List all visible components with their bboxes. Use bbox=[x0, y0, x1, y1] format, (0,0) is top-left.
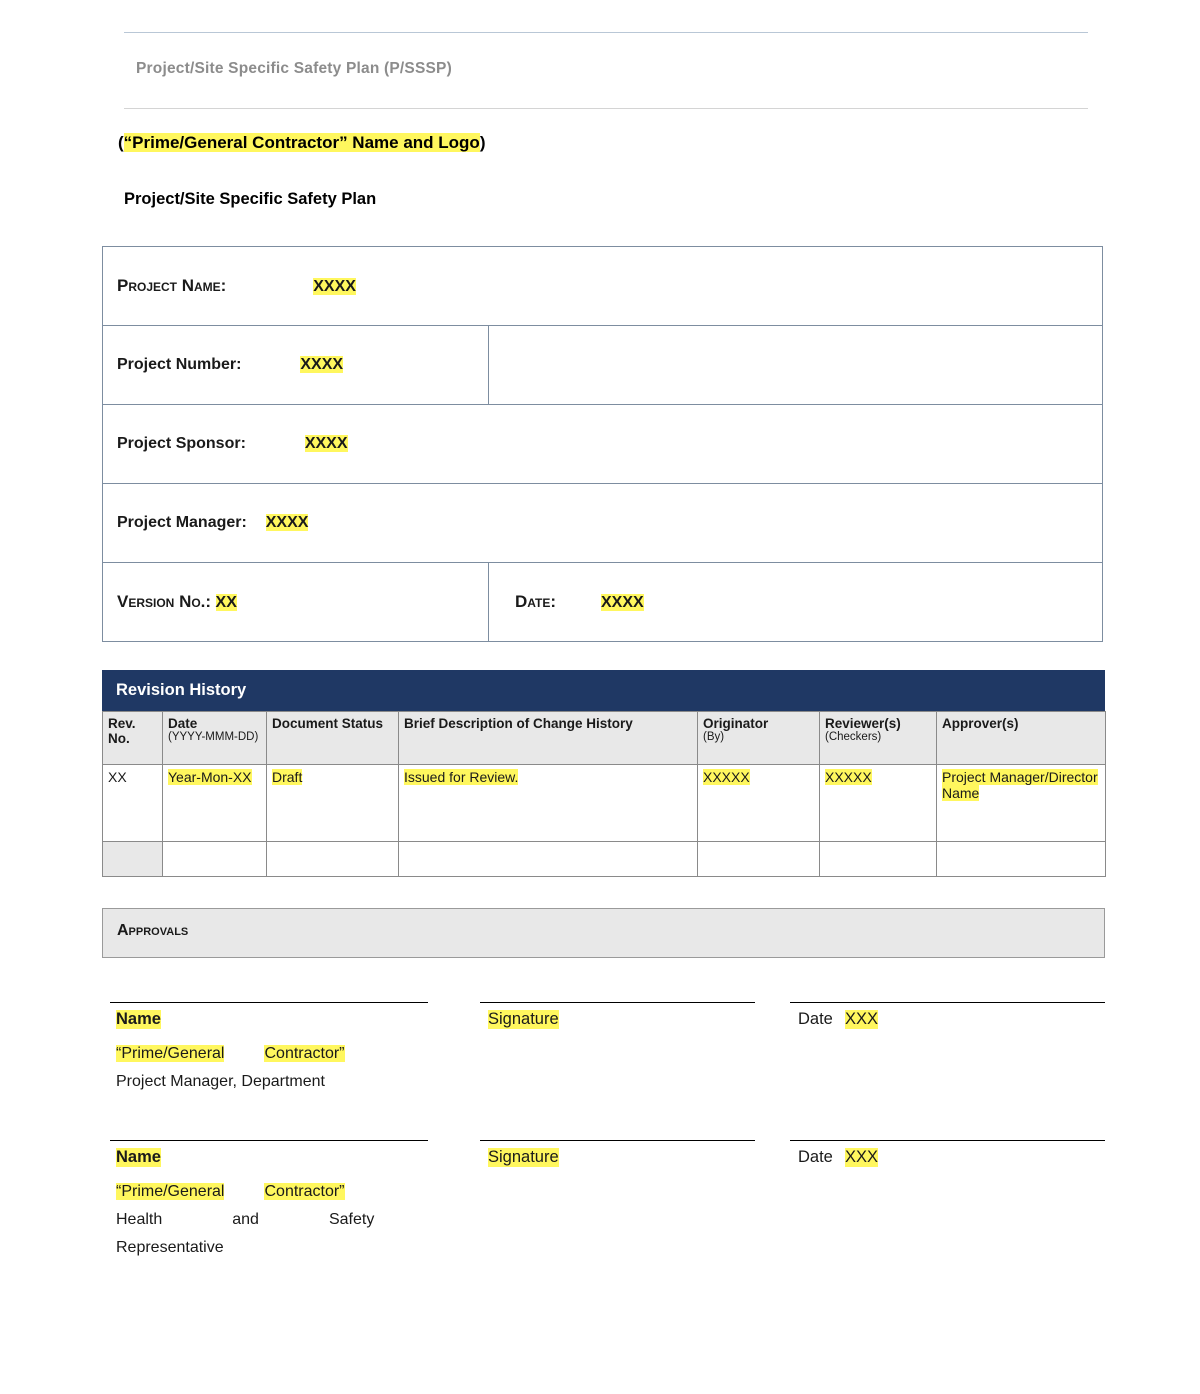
version-cell bbox=[103, 563, 489, 642]
project-name-cell bbox=[103, 247, 1103, 326]
date-value[interactable]: XXXX bbox=[600, 594, 644, 611]
approver-name-2[interactable]: Name bbox=[116, 1148, 161, 1166]
table-row bbox=[103, 405, 1103, 484]
col-date-label: Date bbox=[168, 716, 198, 731]
cell-originator-text: XXXXX bbox=[703, 769, 750, 785]
cell-reviewers bbox=[820, 765, 937, 842]
approver-role-1: Project Manager, Department bbox=[116, 1073, 325, 1090]
signature-rule-2 bbox=[480, 1140, 755, 1141]
col-reviewers-label: Reviewer(s) bbox=[825, 716, 901, 731]
approver-role-2-word1: Health bbox=[116, 1211, 163, 1228]
cell-description-empty bbox=[399, 842, 698, 877]
header-title: Project/Site Specific Safety Plan (P/SSSP) bbox=[136, 60, 452, 77]
project-name-value[interactable]: XXXX bbox=[313, 278, 356, 295]
col-description-label: Brief Description of Change History bbox=[404, 716, 633, 731]
date-label-1: Date bbox=[798, 1010, 833, 1028]
project-manager-value[interactable]: XXXX bbox=[265, 514, 309, 531]
table-row bbox=[103, 326, 1103, 405]
approver-org-2-part2: Contractor” bbox=[264, 1183, 345, 1200]
approver-role-2-line1 bbox=[116, 1211, 374, 1229]
cell-approvers-text: Project Manager/Director Name bbox=[942, 769, 1098, 801]
cell-description-text: Issued for Review. bbox=[404, 769, 519, 785]
approvals-heading: Approvals bbox=[117, 922, 189, 939]
contractor-name-logo-line bbox=[118, 133, 485, 153]
name-rule-2 bbox=[110, 1140, 428, 1141]
cell-document-status-text: Draft bbox=[272, 769, 303, 785]
revision-history-table bbox=[102, 711, 1106, 877]
approver-name-1[interactable]: Name bbox=[116, 1010, 161, 1028]
document-title: Project/Site Specific Safety Plan bbox=[124, 190, 377, 208]
approver-org-1-part1: “Prime/General bbox=[116, 1045, 225, 1062]
cell-document-status bbox=[267, 765, 399, 842]
project-sponsor-value[interactable]: XXXX bbox=[304, 435, 348, 452]
project-number-label: Project Number: bbox=[117, 356, 242, 373]
date-value-2[interactable]: XXX bbox=[845, 1148, 879, 1166]
version-label: Version No.: bbox=[117, 592, 212, 611]
revision-history-section bbox=[102, 670, 1105, 877]
paren-open: ( bbox=[118, 133, 124, 152]
signature-label-2[interactable]: Signature bbox=[488, 1148, 559, 1166]
cell-rev-no-empty bbox=[103, 842, 163, 877]
project-name-label: Project Name: bbox=[117, 276, 227, 295]
table-row bbox=[103, 563, 1103, 642]
header-rule-top bbox=[124, 32, 1088, 33]
approver-org-2-part1: “Prime/General bbox=[116, 1183, 225, 1200]
col-reviewers-sub: (Checkers) bbox=[825, 731, 882, 743]
approver-role-2-line2: Representative bbox=[116, 1239, 224, 1256]
cell-originator-empty bbox=[698, 842, 820, 877]
col-date-sub: (YYYY-MMM-DD) bbox=[168, 731, 259, 743]
col-approvers bbox=[937, 712, 1106, 765]
cell-approvers-empty bbox=[937, 842, 1106, 877]
header-rule-bottom bbox=[124, 108, 1088, 109]
col-reviewers bbox=[820, 712, 937, 765]
approver-role-2-word2: and bbox=[232, 1211, 259, 1228]
col-date bbox=[163, 712, 267, 765]
cell-description bbox=[399, 765, 698, 842]
version-value[interactable]: XX bbox=[215, 594, 237, 611]
approver-org-1 bbox=[116, 1045, 345, 1063]
col-document-status bbox=[267, 712, 399, 765]
table-row bbox=[103, 765, 1106, 842]
approvals-heading-bar bbox=[102, 908, 1105, 958]
table-row bbox=[103, 247, 1103, 326]
col-approvers-label: Approver(s) bbox=[942, 716, 1019, 731]
approver-org-1-part2: Contractor” bbox=[264, 1045, 345, 1062]
project-sponsor-cell bbox=[103, 405, 1103, 484]
table-row bbox=[103, 842, 1106, 877]
cell-date-empty bbox=[163, 842, 267, 877]
project-manager-cell bbox=[103, 484, 1103, 563]
paren-close: ) bbox=[479, 133, 486, 152]
signature-rule-1 bbox=[480, 1002, 755, 1003]
cell-rev-no bbox=[103, 765, 163, 842]
date-rule-1 bbox=[790, 1002, 1105, 1003]
col-rev-no-label: Rev. No. bbox=[108, 716, 136, 746]
cell-originator bbox=[698, 765, 820, 842]
date-label-2: Date bbox=[798, 1148, 833, 1166]
name-rule-1 bbox=[110, 1002, 428, 1003]
signature-label-1[interactable]: Signature bbox=[488, 1010, 559, 1028]
col-originator-sub: (By) bbox=[703, 731, 725, 743]
col-description bbox=[399, 712, 698, 765]
cell-reviewers-empty bbox=[820, 842, 937, 877]
project-manager-label: Project Manager: bbox=[117, 514, 247, 531]
date-rule-2 bbox=[790, 1140, 1105, 1141]
contractor-name-logo-highlight: “Prime/General Contractor” Name and Logo bbox=[123, 133, 480, 152]
table-row bbox=[103, 484, 1103, 563]
col-originator-label: Originator bbox=[703, 716, 769, 731]
project-number-value[interactable]: XXXX bbox=[300, 356, 344, 373]
approver-org-2 bbox=[116, 1183, 345, 1201]
cell-date bbox=[163, 765, 267, 842]
cell-rev-no-text: XX bbox=[108, 769, 127, 785]
approver-role-2-word3: Safety bbox=[328, 1211, 375, 1228]
cell-document-status-empty bbox=[267, 842, 399, 877]
date-value-1[interactable]: XXX bbox=[845, 1010, 879, 1028]
project-number-blank-cell bbox=[489, 326, 1103, 405]
col-document-status-label: Document Status bbox=[272, 716, 384, 731]
revision-history-title: Revision History bbox=[102, 670, 1105, 711]
project-sponsor-label: Project Sponsor: bbox=[117, 435, 246, 452]
col-originator bbox=[698, 712, 820, 765]
cell-date-text: Year-Mon-XX bbox=[168, 769, 252, 785]
table-header-row bbox=[103, 712, 1106, 765]
col-rev-no bbox=[103, 712, 163, 765]
project-info-table bbox=[102, 246, 1103, 642]
date-cell bbox=[489, 563, 1103, 642]
date-label: Date: bbox=[515, 592, 557, 611]
cell-reviewers-text: XXXXX bbox=[825, 769, 872, 785]
cell-approvers bbox=[937, 765, 1106, 842]
project-number-cell bbox=[103, 326, 489, 405]
